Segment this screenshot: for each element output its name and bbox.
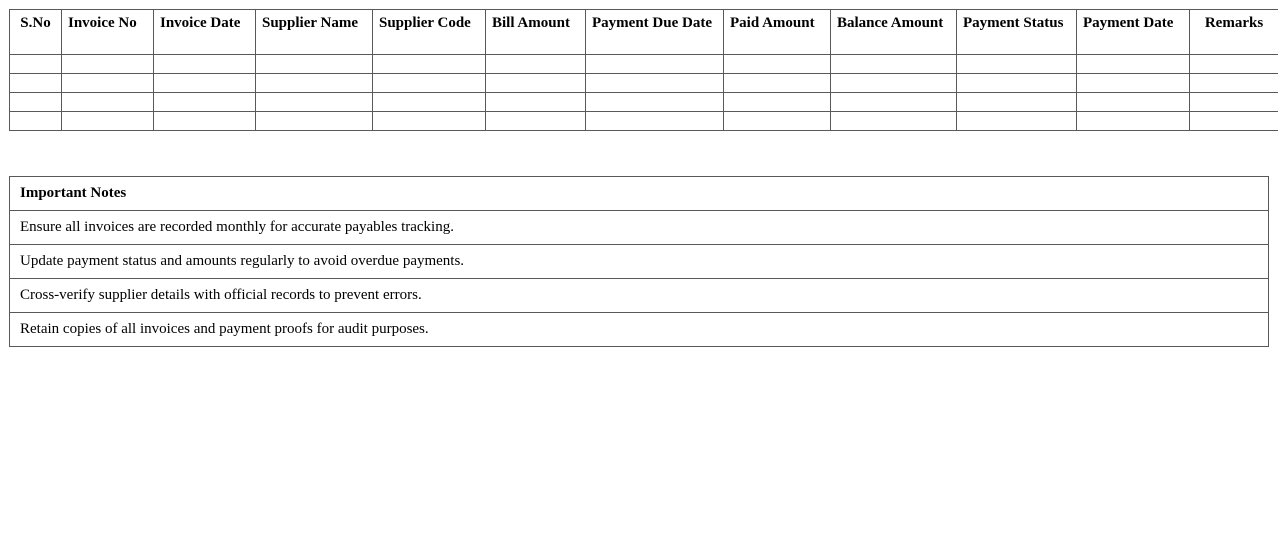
cell-bill-amount[interactable] xyxy=(486,112,586,131)
supplier-invoice-table xyxy=(9,9,1278,131)
cell-payment-status[interactable] xyxy=(957,112,1077,131)
cell-supplier-name[interactable] xyxy=(256,112,373,131)
column-header-sno: S.No xyxy=(10,10,62,55)
column-header-payment-due-date: Payment Due Date xyxy=(586,10,724,55)
notes-title-row xyxy=(10,177,1269,211)
cell-supplier-name[interactable] xyxy=(256,55,373,74)
cell-balance-amount[interactable] xyxy=(831,93,957,112)
cell-payment-status[interactable] xyxy=(957,93,1077,112)
cell-payment-due-date[interactable] xyxy=(586,74,724,93)
cell-payment-date[interactable] xyxy=(1077,93,1190,112)
note-item: Ensure all invoices are recorded monthly for accurate payables tracking. xyxy=(10,211,1269,245)
cell-payment-due-date[interactable] xyxy=(586,112,724,131)
cell-supplier-name[interactable] xyxy=(256,93,373,112)
note-item: Update payment status and amounts regularly to avoid overdue payments. xyxy=(10,245,1269,279)
important-notes-table xyxy=(9,176,1269,347)
cell-invoice-no[interactable] xyxy=(62,112,154,131)
notes-row xyxy=(10,245,1269,279)
cell-invoice-no[interactable] xyxy=(62,55,154,74)
cell-supplier-code[interactable] xyxy=(373,74,486,93)
column-header-invoice-no: Invoice No xyxy=(62,10,154,55)
cell-invoice-no[interactable] xyxy=(62,93,154,112)
cell-remarks[interactable] xyxy=(1190,112,1278,131)
cell-remarks[interactable] xyxy=(1190,55,1278,74)
column-header-balance-amount: Balance Amount xyxy=(831,10,957,55)
column-header-bill-amount: Bill Amount xyxy=(486,10,586,55)
column-header-paid-amount: Paid Amount xyxy=(724,10,831,55)
notes-row xyxy=(10,279,1269,313)
cell-sno[interactable] xyxy=(10,74,62,93)
notes-row xyxy=(10,313,1269,347)
table-header-row xyxy=(10,10,1278,55)
cell-invoice-no[interactable] xyxy=(62,74,154,93)
cell-invoice-date[interactable] xyxy=(154,55,256,74)
cell-invoice-date[interactable] xyxy=(154,93,256,112)
cell-invoice-date[interactable] xyxy=(154,74,256,93)
cell-payment-date[interactable] xyxy=(1077,55,1190,74)
cell-supplier-code[interactable] xyxy=(373,112,486,131)
cell-sno[interactable] xyxy=(10,112,62,131)
column-header-invoice-date: Invoice Date xyxy=(154,10,256,55)
cell-payment-date[interactable] xyxy=(1077,112,1190,131)
table-row xyxy=(10,112,1278,131)
cell-payment-status[interactable] xyxy=(957,74,1077,93)
notes-title: Important Notes xyxy=(10,177,1269,211)
cell-paid-amount[interactable] xyxy=(724,55,831,74)
column-header-payment-date: Payment Date xyxy=(1077,10,1190,55)
table-row xyxy=(10,93,1278,112)
cell-bill-amount[interactable] xyxy=(486,55,586,74)
cell-paid-amount[interactable] xyxy=(724,112,831,131)
cell-invoice-date[interactable] xyxy=(154,112,256,131)
cell-balance-amount[interactable] xyxy=(831,112,957,131)
note-item: Cross-verify supplier details with official records to prevent errors. xyxy=(10,279,1269,313)
cell-payment-date[interactable] xyxy=(1077,74,1190,93)
notes-row xyxy=(10,211,1269,245)
table-header xyxy=(10,10,1278,55)
column-header-supplier-name: Supplier Name xyxy=(256,10,373,55)
cell-payment-status[interactable] xyxy=(957,55,1077,74)
cell-payment-due-date[interactable] xyxy=(586,55,724,74)
column-header-supplier-code: Supplier Code xyxy=(373,10,486,55)
cell-supplier-code[interactable] xyxy=(373,55,486,74)
cell-balance-amount[interactable] xyxy=(831,74,957,93)
cell-paid-amount[interactable] xyxy=(724,74,831,93)
cell-payment-due-date[interactable] xyxy=(586,93,724,112)
cell-sno[interactable] xyxy=(10,55,62,74)
table-body xyxy=(10,55,1278,131)
table-row xyxy=(10,74,1278,93)
note-item: Retain copies of all invoices and payment proofs for audit purposes. xyxy=(10,313,1269,347)
cell-remarks[interactable] xyxy=(1190,93,1278,112)
cell-balance-amount[interactable] xyxy=(831,55,957,74)
column-header-remarks: Remarks xyxy=(1190,10,1278,55)
cell-paid-amount[interactable] xyxy=(724,93,831,112)
cell-sno[interactable] xyxy=(10,93,62,112)
cell-remarks[interactable] xyxy=(1190,74,1278,93)
column-header-payment-status: Payment Status xyxy=(957,10,1077,55)
table-row xyxy=(10,55,1278,74)
cell-bill-amount[interactable] xyxy=(486,93,586,112)
cell-bill-amount[interactable] xyxy=(486,74,586,93)
cell-supplier-name[interactable] xyxy=(256,74,373,93)
cell-supplier-code[interactable] xyxy=(373,93,486,112)
